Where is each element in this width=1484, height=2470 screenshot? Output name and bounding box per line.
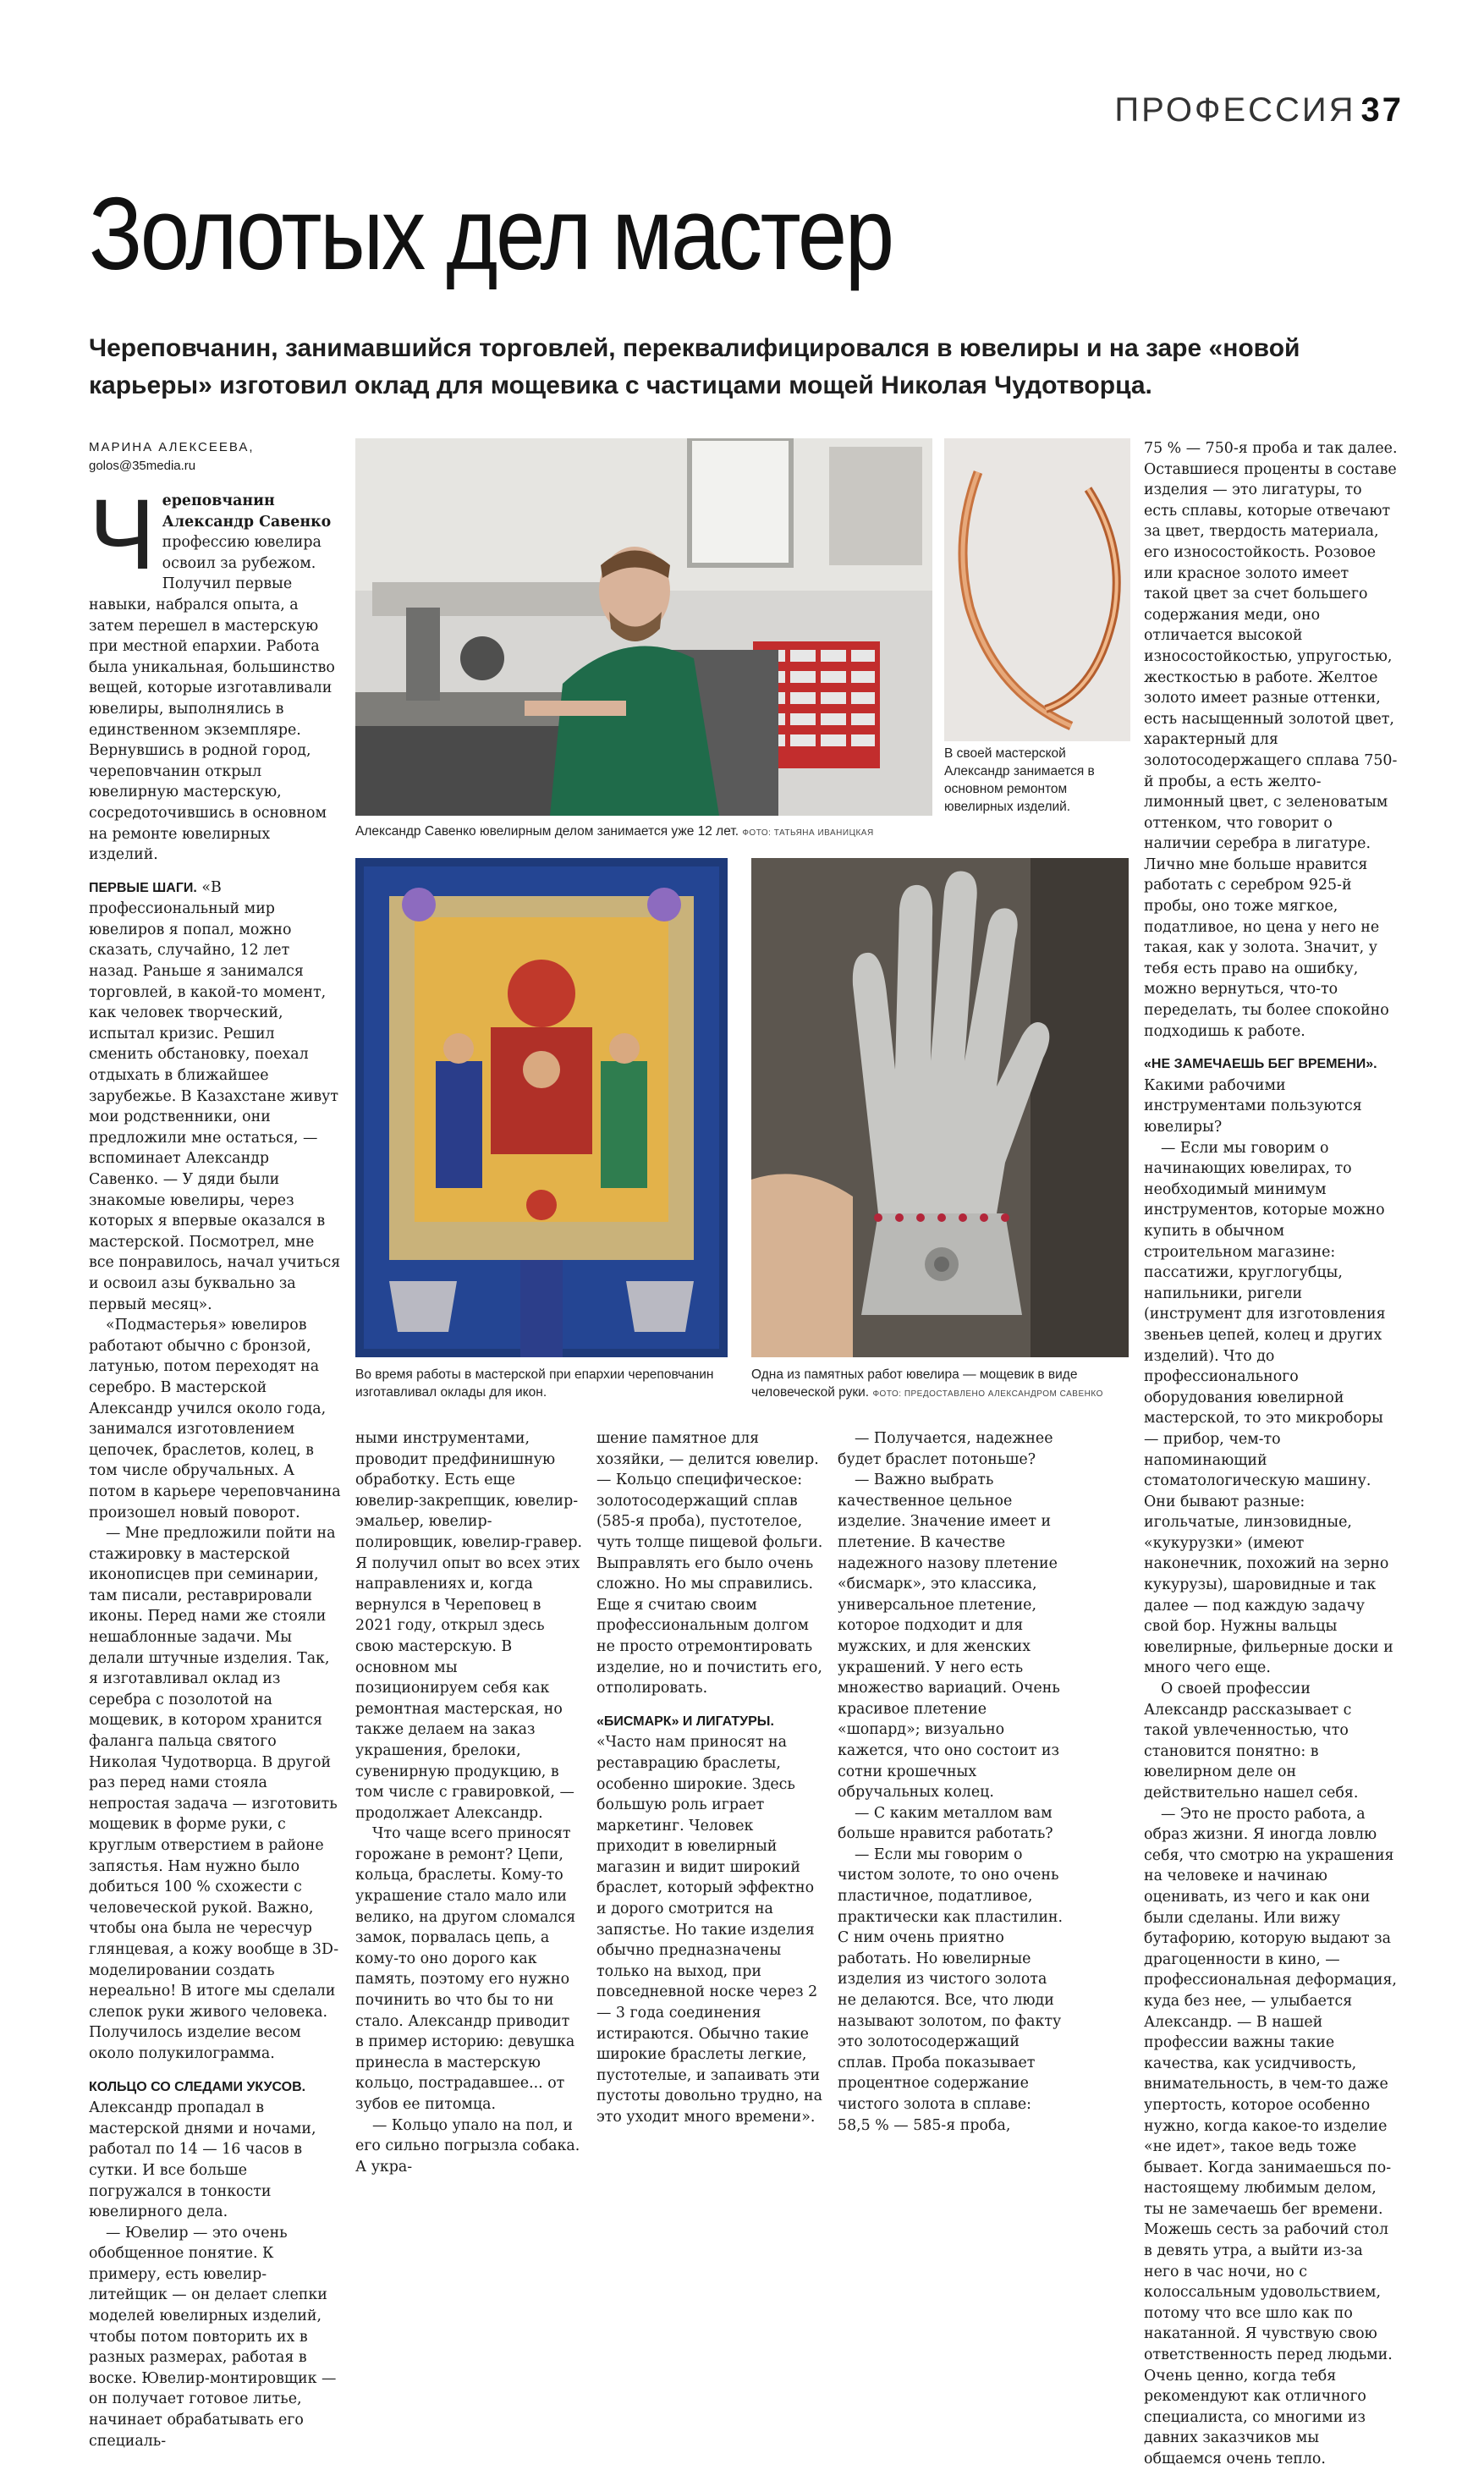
section-name: ПРОФЕССИЯ — [1114, 91, 1356, 129]
column-2 — [355, 1428, 582, 2177]
column-4 — [838, 1428, 1064, 2136]
photo-hand — [751, 858, 1129, 1357]
caption-workshop — [355, 822, 939, 842]
paragraph: Что чаще всего приносят горожане в ремонт? Цепи, кольца, браслеты. Кому-то украшение стало мало или велико, на другом сломался замок, порвалась цепь, а кому-то оно дорого как память, поэтому его нужно починить во что бы то ни стало. Александр приводит в пример историю: девушка принесла в мастерскую кольцо, пострадавшее... от зубов ее питомца. — [355, 1825, 576, 2113]
subheading-ring: КОЛЬЦО СО СЛЕДАМИ УКУСОВ. — [89, 2079, 306, 2094]
paragraph — [1144, 1053, 1398, 1137]
author-name: МАРИНА АЛЕКСЕЕВА, — [89, 440, 255, 454]
paragraph: 75 % — 750-я проба и так далее. Оставшиеся проценты в составе изделия — это лигатуры, то есть сплавы, которые отвечают за цвет, твердость материала, его износостойкость. Розовое или красное золото имеет такой цвет за счет большего содержания меди, оно отличается высокой износостойкостью, упругостью, жесткостью в работе. Желтое золото имеет разные оттенки, есть насыщенный золотой цвет, характерный для золотосодержащего сплава 750-й пробы, а есть желто-лимонный цвет, с зеленоватым оттенком, что говорит о наличии серебра в лигатуре. Лично мне больше нравится работать с серебром 925-й пробы, оно тоже мягкое, податливое, но цена у него не такая, как у золота. Значит, у тебя есть право на ошибку, можно вернуться, что-то переделать, ты более спокойно подходишь к работе. — [1144, 440, 1398, 1040]
caption-text: Александр Савенко ювелирным делом занимается уже 12 лет. — [355, 824, 739, 839]
paragraph: — Кольцо упало на пол, и его сильно погрызла собака. А укра- — [355, 2116, 580, 2176]
paragraph: О своей профессии Александр рассказывает с такой увлеченностью, что становится понятно: в ювелирном деле он действительно нашел себя. — [1144, 1681, 1359, 1802]
intro-bold: ереповчанин Александр Савенко — [162, 492, 332, 531]
subheading-time: «НЕ ЗАМЕЧАЕШЬ БЕГ ВРЕМЕНИ». — [1144, 1057, 1377, 1072]
subheading-first-steps: ПЕРВЫЕ ШАГИ. — [89, 880, 197, 895]
photo-workshop — [355, 438, 932, 816]
photo-icon — [355, 858, 728, 1357]
workshop-image — [355, 438, 932, 816]
section-label — [1114, 91, 1404, 129]
paragraph — [596, 1711, 823, 2128]
paragraph: — Мне предложили пойти на стажировку в мастерской иконописцев при семинарии, там писали, реставрировали иконы. Перед нами же стояли нешаблонные задачи. Мы делали штучные изделия. Так, я изготавливал оклад из серебра с позолотой на мощевик, в котором хранится фаланга пальца святого Николая Чудотворца. В другой раз перед нами стояла непростая задача — изготовить мощевик в форме руки, с круглым отверстием в районе запястья. Нам нужно было добиться 100 % схожести с человеческой рукой. Важно, чтобы она была не чересчур глянцевая, а кожу вообще в 3D-моделировании создать нереально! В итоге мы сделали слепок руки живого человека. Получилось изделие весом около полукилограмма. — [89, 1525, 339, 2062]
icon-image — [355, 858, 728, 1357]
paragraph: — Если мы говорим о чистом золоте, то оно очень пластичное, податливое, практически как пластилин. С ним очень приятно работать. Но ювелирные изделия из чистого золота не делаются. Все, что люди называют золотом, по факту это золотосодержащий сплав. Проба показывает процентное содержание чистого золота в сплаве: 58,5 % — 585-я проба, — [838, 1846, 1064, 2134]
author-email: golos@35media.ru — [89, 459, 196, 473]
paragraph-text: «Часто нам приносят на реставрацию браслеты, особенно широкие. Здесь большую роль играет маркетинг. Человек приходит в ювелирный магазин и видит широкий браслет, который эффектно и дорого смотрится на запястье. Но такие изделия обычно предназначены только на выход, при повседневной носке через 2 — 3 года соединения истираются. Обычно такие широкие браслеты легкие, пустотелые, и запаивать эти пустоты довольно трудно, на это уходит много времени». — [596, 1734, 822, 2126]
intro-text: профессию ювелира освоил за рубежом. Получил первые навыки, набрался опыта, а затем перешел в мастерскую при местной епархии. Работа была уникальная, большинство вещей, которые изготавливали ювелиры, выполнялись в единственном экземпляре. Вернувшись в родной город, череповчанин открыл ювелирную мастерскую, сосредоточившись в основном на ремонте ювелирных изделий. — [89, 534, 335, 864]
paragraph-text: «В профессиональный мир ювелиров я попал, можно сказать, случайно, 12 лет назад. Раньше я занимался торговлей, в какой-то момент, как человек творческий, испытал кризис. Решил сменить обстановку, поехал отдыхать в ближайшее зарубежье. В Казахстане живут мои родственники, они предложили мне остаться, — вспоминает Александр Савенко. — У дяди были знакомые ювелиры, через которых я впервые оказался в мастерской. Посмотрел, мне все понравилось, начал учиться и освоил азы буквально за первый месяц». — [89, 878, 341, 1313]
photo-credit: ФОТО: ТАТЬЯНА ИВАНИЦКАЯ — [742, 828, 874, 838]
page-number: 37 — [1360, 91, 1404, 129]
paragraph-text: Какими рабочими инструментами пользуются ювелиры? — [1144, 1076, 1362, 1136]
paragraph: — Важно выбрать качественное цельное изделие. Значение имеет и плетение. В качестве надежного назову плетение «бисмарк», это классика, универсальное плетение, которое подходит и для мужских, и для женских украшений. У него есть множество вариаций. Очень красивое плетение «шопард»; визуально кажется, что оно состоит из сотни крошечных обручальных колец. — [838, 1472, 1060, 1802]
paragraph-text: Александр пропадал в мастерской днями и ночами, работал по 14 — 16 часов в сутки. И все больше погружался в тонкости ювелирного дела. — [89, 2099, 316, 2221]
hand-image — [751, 858, 1129, 1357]
photo-credit: ФОТО: ПРЕДОСТАВЛЕНО АЛЕКСАНДРОМ САВЕНКО — [872, 1389, 1103, 1399]
chain-image — [944, 438, 1130, 741]
paragraph: шение памятное для хозяйки, — делится ювелир. — Кольцо специфическое: золотосодержащий сплав (585-я проба), пустотелое, чуть толще пищевой фольги. Выправлять его было очень сложно. Но мы справились. Еще я считаю своим профессиональным долгом не просто отремонтировать изделие, но и почистить его, отполировать. — [596, 1430, 823, 1697]
paragraph: — Это не просто работа, а образ жизни. Я иногда ловлю себя, что смотрю на украшения на человеке и начинаю оценивать, из чего и как они были сделаны. Или вижу бутафорию, которую выдают за драгоценности в кино, — профессиональная деформация, куда без нее, — улыбается Александр. — В нашей профессии важны такие качества, как усидчивость, внимательность, в чем-то даже упертость, которое особенно нужно, когда какое-то изделие «не идет», такое ведь тоже бывает. Когда занимаешься по-настоящему любимым делом, ты не замечаешь бег времени. Можешь сесть за рабочий стол в девять утра, а выйти из-за него в час ночи, но с колоссальным удовольствием, потому что все шло как по накатанной. Я чувствую свою ответственность перед людьми. Очень ценно, когда тебя рекомендуют как отличного специалиста, со многими из давних заказчиков мы общаемся очень тепло. — [1144, 1805, 1397, 2467]
intro-paragraph — [89, 479, 343, 866]
headline: Золотых дел мастер — [89, 176, 893, 291]
caption-chain — [944, 745, 1130, 816]
photo-chain — [944, 438, 1130, 741]
paragraph: — С каким металлом вам больше нравится работать? — [838, 1804, 1053, 1843]
drop-cap: Ч — [89, 479, 156, 591]
column-5 — [1144, 438, 1398, 2470]
paragraph — [89, 877, 343, 1315]
paragraph: ными инструментами, проводит предфинишную обработку. Есть еще ювелир-закрепщик, ювелир-эмальер, ювелир-полировщик, ювелир-гравер. Я получил опыт во всех этих направлениях и, когда вернулся в Череповец в 2021 году, открыл здесь свою мастерскую. В основном мы позиционируем себя как ремонтная мастерская, но также делаем на заказ украшения, брелоки, сувенирную продукцию, в том числе с гравировкой, — продолжает Александр. — [355, 1430, 583, 1822]
column-3 — [596, 1428, 823, 2128]
caption-hand — [751, 1366, 1132, 1403]
caption-text: В своей мастерской Александр занимается в основном ремонтом ювелирных изделий. — [944, 746, 1095, 814]
paragraph: — Если мы говорим о начинающих ювелирах, то необходимый минимум инструментов, которые можно купить в обычном строительном магазине: пассатижи, круглогубцы, напильники, ригели (инструмент для изготовления звеньев цепей, колец и других изделий). Что до профессионального оборудования ювелирной мастерской, то это микроборы — прибор, чем-то напоминающий стоматологическую машину. Они бывают разные: игольчатые, линзовидные, «кукурузки» (имеют наконечник, похожий на зерно кукурузы), шаровидные и так далее — под каждую задачу свой бор. Нужны вальцы ювелирные, фильерные доски и много чего еще. — [1144, 1139, 1393, 1677]
column-1 — [89, 479, 343, 2451]
paragraph: «Подмастерья» ювелиров работают обычно с бронзой, латунью, потом переходят на серебро. В мастерской Александр учился около года, занимался изготовлением цепочек, браслетов, колец, в том числе обручальных. А потом в карьере череповчанина произошел новый поворот. — [89, 1317, 341, 1521]
lead-paragraph: Череповчанин, занимавшийся торговлей, переквалифицировался в ювелиры и на заре «новой карьеры» изготовил оклад для мощевика с частицами мощей Николая Чудотворца. — [89, 334, 1300, 399]
byline — [89, 438, 343, 476]
paragraph: — Получается, надежнее будет браслет потоньше? — [838, 1430, 1053, 1468]
caption-text: Во время работы в мастерской при епархии череповчанин изготавливал оклады для икон. — [355, 1367, 714, 1400]
subheading-bismark: «БИСМАРК» И ЛИГАТУРЫ. — [596, 1714, 774, 1729]
paragraph: — Ювелир — это очень обобщенное понятие. К примеру, есть ювелир-литейщик — он делает слепки моделей ювелирных изделий, чтобы потом повторить их в разных размерах, работая в воске. Ювелир-монтировщик — он получает готовое литье, начинает обрабатывать его специаль- — [89, 2224, 337, 2450]
caption-icon — [355, 1366, 728, 1401]
caption-text: Одна из памятных работ ювелира — мощевик в виде человеческой руки. — [751, 1367, 1078, 1400]
